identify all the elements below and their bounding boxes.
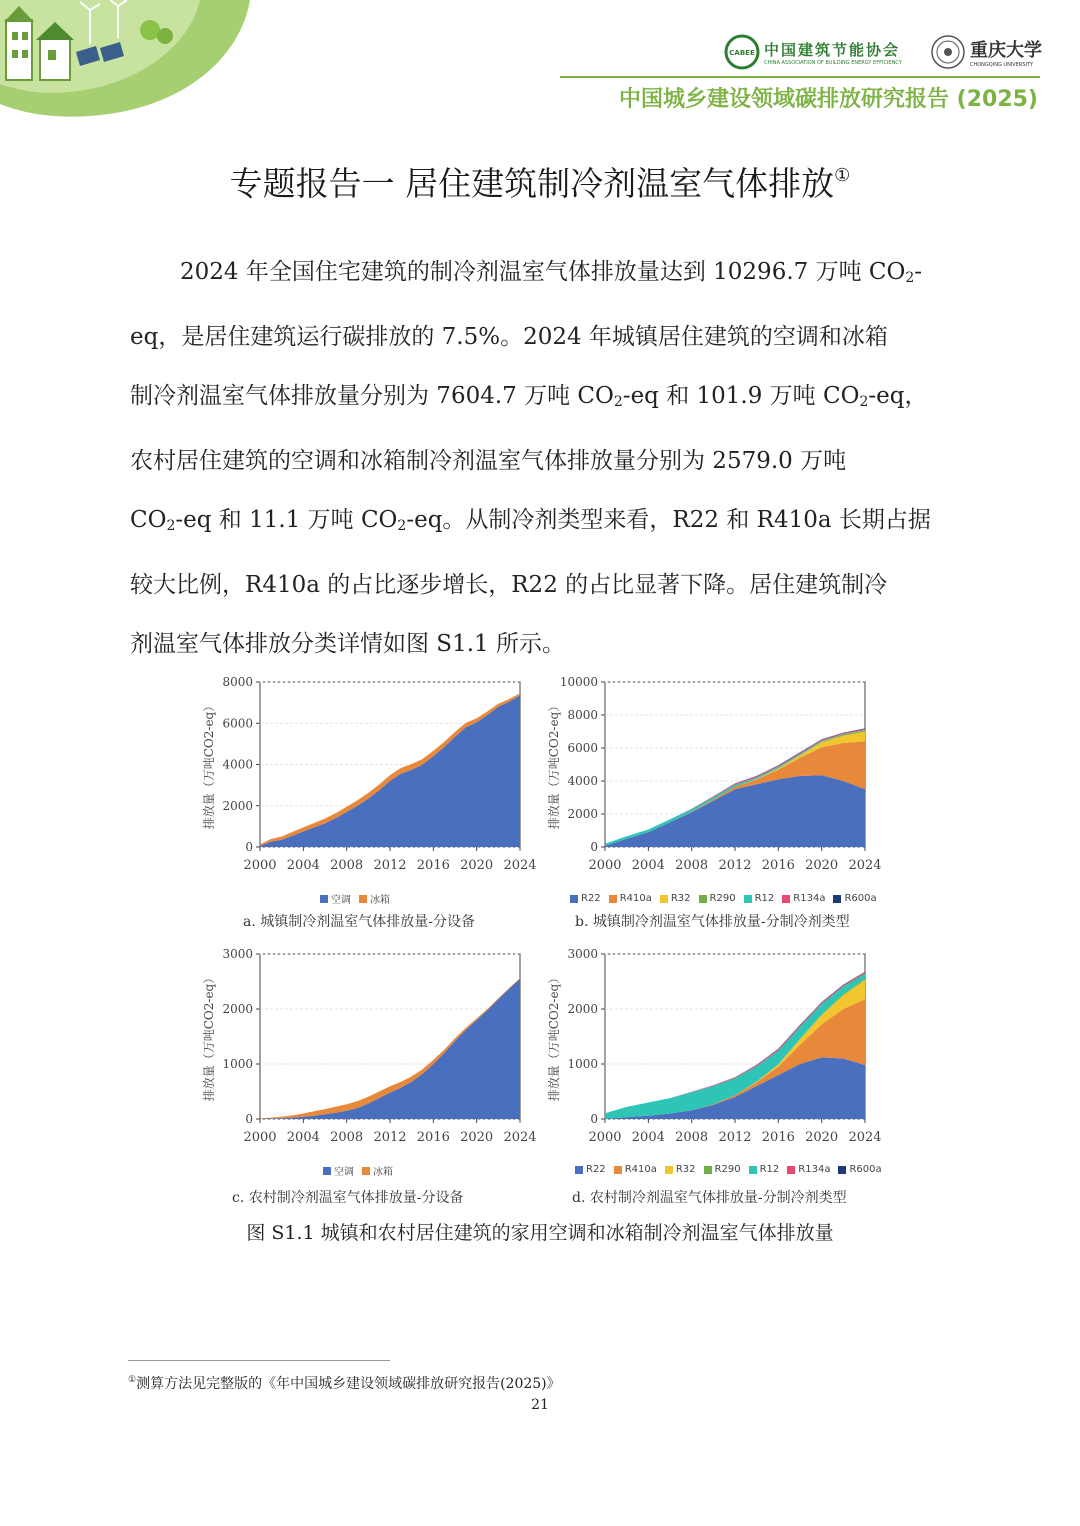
para-text: 较大比例，R410a 的占比逐步增长，R22 的占比显著下降。居住建筑制冷	[130, 572, 888, 598]
legend-label: R32	[675, 1164, 696, 1175]
title-note-mark: ①	[834, 165, 851, 186]
co2-subscript: 2	[613, 394, 623, 410]
y-tick-label: 2000	[222, 798, 253, 813]
legend-item	[833, 893, 876, 904]
caption-b: b. 城镇制冷剂温室气体排放量-分制冷剂类型	[575, 914, 850, 930]
body-paragraph	[130, 243, 960, 674]
x-tick-label: 2008	[330, 1130, 364, 1145]
legend-swatch	[614, 1166, 622, 1174]
legend-item	[704, 1164, 741, 1175]
legend-label: 冰箱	[370, 895, 390, 906]
legend-swatch	[575, 1166, 583, 1174]
cqu-name-cn: 重庆大学	[970, 40, 1042, 61]
y-tick-label: 6000	[567, 741, 598, 755]
legend-a	[320, 891, 398, 906]
legend-swatch	[359, 895, 367, 903]
x-tick-label: 2000	[243, 858, 277, 873]
x-tick-label: 2000	[243, 1130, 277, 1145]
x-tick-label: 2012	[718, 858, 752, 873]
x-tick-label: 2020	[460, 858, 494, 873]
x-tick-label: 2020	[805, 1130, 839, 1145]
legend-label: R290	[709, 893, 736, 904]
legend-item	[699, 893, 736, 904]
legend-label: 冰箱	[373, 1167, 393, 1178]
header-rule	[560, 76, 1040, 78]
y-tick-label: 0	[590, 1112, 598, 1126]
x-tick-label: 2020	[460, 1130, 494, 1145]
x-tick-label: 2004	[631, 1130, 665, 1145]
y-tick-label: 8000	[222, 675, 253, 689]
x-tick-label: 2012	[373, 1130, 407, 1145]
x-tick-label: 2000	[588, 1130, 622, 1145]
legend-label: R410a	[624, 1164, 657, 1175]
legend-label: R600a	[849, 1164, 882, 1175]
chart-panel-c	[195, 942, 540, 1161]
y-axis-label: 排放量（万吨CO2-eq）	[547, 699, 561, 830]
y-tick-label: 0	[245, 840, 253, 854]
legend-swatch	[320, 895, 328, 903]
y-axis-label: 排放量（万吨CO2-eq）	[202, 971, 216, 1102]
cabee-name-en: CHINA ASSOCIATION OF BUILDING ENERGY EFFICIENCY	[764, 59, 902, 66]
legend-swatch	[570, 895, 578, 903]
legend-item	[609, 893, 652, 904]
x-tick-label: 2004	[286, 858, 320, 873]
cabee-name-cn: 中国建筑节能协会	[764, 40, 901, 59]
y-axis-label: 排放量（万吨CO2-eq）	[202, 699, 216, 830]
legend-swatch	[323, 1167, 331, 1175]
co2-subscript: 2	[397, 518, 407, 534]
legend-d	[575, 1164, 890, 1175]
cqu-seal-icon	[930, 34, 966, 70]
legend-swatch	[782, 895, 790, 903]
y-tick-label: 2000	[567, 1002, 598, 1016]
chart-panel-d	[540, 942, 885, 1161]
para-text: 制冷剂温室气体排放量分别为 7604.7 万吨 CO	[130, 383, 614, 409]
report-title: 中国城乡建设领域碳排放研究报告 (2025)	[618, 87, 1038, 112]
legend-item	[359, 891, 390, 906]
cabee-logo-mark	[724, 34, 760, 70]
footnote	[128, 1373, 561, 1393]
figure-caption: 图 S1.1 城镇和农村居住建筑的家用空调和冰箱制冷剂温室气体排放量	[246, 1222, 834, 1244]
legend-swatch	[744, 895, 752, 903]
legend-b	[570, 893, 885, 904]
para-text: -eq 和 11.1 万吨 CO	[175, 507, 398, 533]
legend-swatch	[749, 1166, 757, 1174]
chart-c	[195, 942, 540, 1157]
para-text: CO	[130, 507, 167, 533]
y-axis-label: 排放量（万吨CO2-eq）	[547, 971, 561, 1102]
section-title	[0, 158, 1080, 205]
legend-swatch	[838, 1166, 846, 1174]
legend-label: R22	[586, 1164, 606, 1175]
legend-item	[575, 1164, 606, 1175]
x-tick-label: 2016	[416, 1130, 450, 1145]
caption-d: d. 农村制冷剂温室气体排放量-分制冷剂类型	[572, 1190, 847, 1206]
legend-label: R22	[581, 893, 601, 904]
footnote-mark: ①	[128, 1375, 137, 1385]
chart-panel-b	[540, 670, 885, 889]
legend-item	[614, 1164, 657, 1175]
x-tick-label: 2000	[588, 858, 622, 873]
y-tick-label: 10000	[559, 675, 598, 689]
para-text: -	[914, 259, 923, 285]
legend-swatch	[787, 1166, 795, 1174]
x-tick-label: 2020	[805, 858, 839, 873]
co2-subscript: 2	[166, 518, 176, 534]
caption-a: a. 城镇制冷剂温室气体排放量-分设备	[243, 914, 475, 930]
legend-swatch	[660, 895, 668, 903]
legend-swatch	[609, 895, 617, 903]
x-tick-label: 2016	[761, 858, 795, 873]
legend-item	[323, 1163, 354, 1178]
para-text: -eq 和 101.9 万吨 CO	[622, 383, 860, 409]
y-tick-label: 1000	[567, 1057, 598, 1071]
y-tick-label: 2000	[222, 1002, 253, 1016]
chart-d	[540, 942, 885, 1157]
legend-item	[362, 1163, 393, 1178]
y-tick-label: 6000	[222, 716, 253, 731]
chart-a	[195, 670, 540, 885]
section-title-text: 专题报告一 居住建筑制冷剂温室气体排放	[229, 164, 835, 203]
legend-item	[838, 1164, 881, 1175]
legend-swatch	[833, 895, 841, 903]
para-text: 农村居住建筑的空调和冰箱制冷剂温室气体排放量分别为 2579.0 万吨	[130, 448, 847, 474]
x-tick-label: 2016	[761, 1130, 795, 1145]
x-tick-label: 2008	[675, 858, 709, 873]
corner-illustration	[0, 0, 250, 120]
chart-b	[540, 670, 885, 885]
x-tick-label: 2004	[286, 1130, 320, 1145]
co2-subscript: 2	[905, 270, 915, 286]
cabee-mark-text: CABEE	[729, 49, 755, 57]
page-number: 21	[531, 1397, 549, 1413]
y-tick-label: 1000	[222, 1057, 253, 1071]
para-text: eq，是居住建筑运行碳排放的 7.5%。2024 年城镇居住建筑的空调和冰箱	[130, 324, 888, 350]
legend-label: R410a	[619, 893, 652, 904]
y-tick-label: 3000	[222, 947, 253, 961]
legend-label: R134a	[793, 893, 826, 904]
y-tick-label: 8000	[567, 708, 598, 722]
legend-label: R12	[754, 893, 775, 904]
x-tick-label: 2016	[416, 858, 450, 873]
para-text: -eq，	[868, 383, 928, 409]
y-tick-label: 2000	[567, 807, 598, 821]
legend-label: R32	[670, 893, 691, 904]
legend-item	[787, 1164, 830, 1175]
x-tick-label: 2024	[848, 1130, 882, 1145]
legend-item	[749, 1164, 780, 1175]
legend-swatch	[704, 1166, 712, 1174]
legend-label: 空调	[334, 1167, 354, 1178]
legend-item	[570, 893, 601, 904]
x-tick-label: 2004	[631, 858, 665, 873]
x-tick-label: 2008	[675, 1130, 709, 1145]
legend-item	[660, 893, 691, 904]
cqu-name-en: CHONGQING UNIVERSITY	[970, 62, 1034, 68]
x-tick-label: 2024	[503, 1130, 537, 1145]
x-tick-label: 2024	[503, 858, 537, 873]
legend-c	[323, 1163, 401, 1178]
y-tick-label: 4000	[222, 757, 253, 772]
legend-item	[665, 1164, 696, 1175]
x-tick-label: 2012	[373, 858, 407, 873]
x-tick-label: 2012	[718, 1130, 752, 1145]
legend-swatch	[665, 1166, 673, 1174]
legend-item	[744, 893, 775, 904]
y-tick-label: 4000	[567, 774, 598, 788]
legend-item	[320, 891, 351, 906]
caption-c: c. 农村制冷剂温室气体排放量-分设备	[232, 1190, 464, 1206]
chart-panel-a	[195, 670, 540, 889]
legend-label: R134a	[798, 1164, 831, 1175]
legend-label: R600a	[844, 893, 877, 904]
y-tick-label: 3000	[567, 947, 598, 961]
legend-swatch	[699, 895, 707, 903]
footnote-rule	[128, 1360, 390, 1361]
para-text: 剂温室气体排放分类详情如图 S1.1 所示。	[130, 631, 565, 657]
legend-label: R290	[714, 1164, 741, 1175]
legend-item	[782, 893, 825, 904]
x-tick-label: 2008	[330, 858, 364, 873]
co2-subscript: 2	[859, 394, 869, 410]
y-tick-label: 0	[590, 840, 598, 854]
y-tick-label: 0	[245, 1112, 253, 1126]
legend-swatch	[362, 1167, 370, 1175]
legend-label: R12	[759, 1164, 780, 1175]
cqu-logo	[930, 34, 1042, 70]
footnote-text: 测算方法见完整版的《年中国城乡建设领域碳排放研究报告(2025)》	[136, 1376, 561, 1392]
cabee-logo	[724, 34, 902, 70]
para-text: -eq。从制冷剂类型来看，R22 和 R410a 长期占据	[406, 507, 931, 533]
para-text: 2024 年全国住宅建筑的制冷剂温室气体排放量达到 10296.7 万吨 CO	[180, 259, 906, 285]
x-tick-label: 2024	[848, 858, 882, 873]
legend-label: 空调	[331, 895, 351, 906]
